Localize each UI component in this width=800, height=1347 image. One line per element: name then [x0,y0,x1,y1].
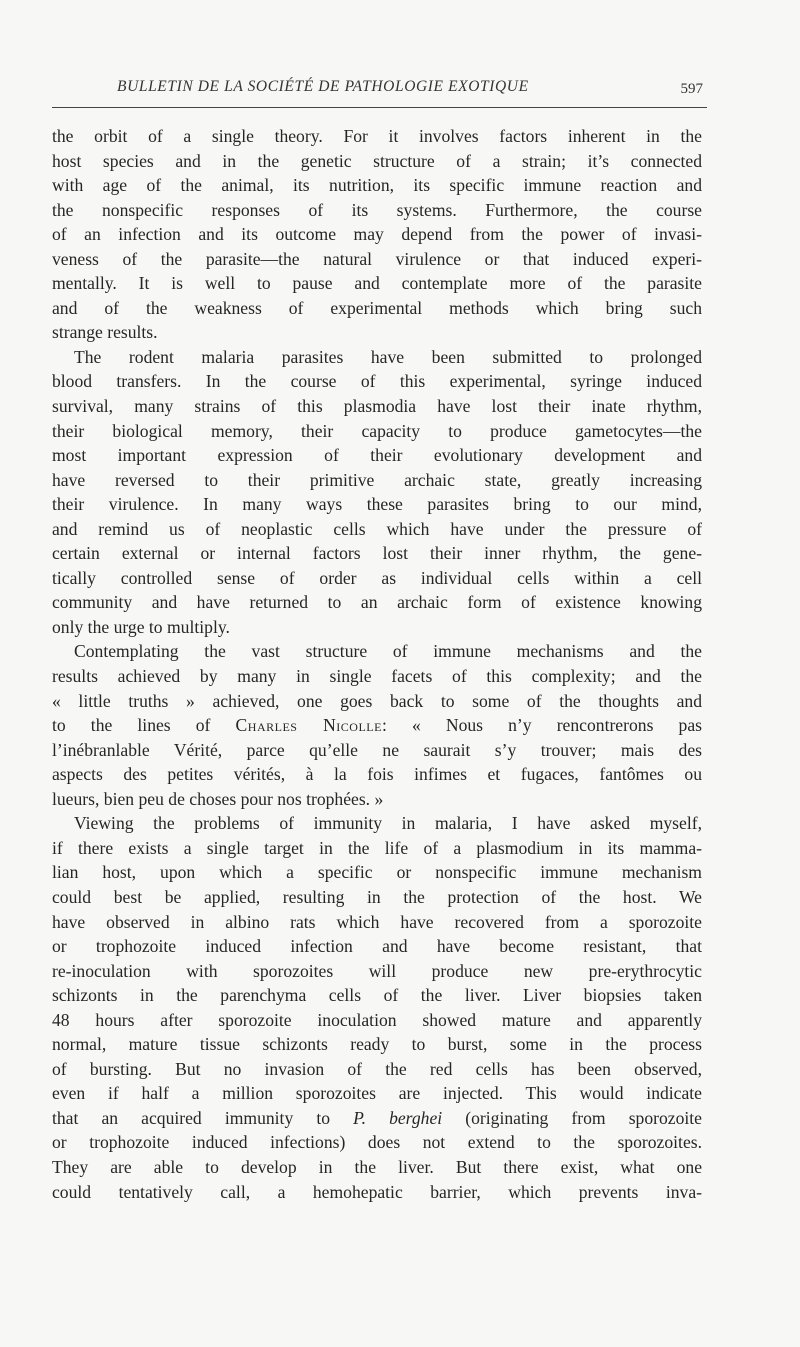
text-line: Viewing the problems of immunity in malaria, I have asked myself, [74,813,702,834]
text-line: re-inoculation with sporozoites will produce new pre-erythrocytic [52,960,702,981]
text-line: most important expression of their evolutionary development and [52,445,702,466]
text-line: to the lines of Charles Nicolle: « Nous n’y rencontrerons pas [52,715,702,736]
author-name: Charles Nicolle [235,715,382,736]
text-line: or trophozoite induced infection and have become resistant, that [52,936,702,957]
text-line: results achieved by many in single facets of this complexity; and the [52,666,702,687]
text-line: could best be applied, resulting in the protection of the host. We [52,886,702,907]
paragraph [52,124,702,345]
text-line: normal, mature tissue schizonts ready to burst, some in the process [52,1034,702,1055]
text-line: community and have returned to an archaic form of existence knowing [52,592,702,613]
text-line: certain external or internal factors lost their inner rhythm, the gene- [52,543,702,564]
header-rule [52,107,707,108]
text-line: tically controlled sense of order as individual cells within a cell [52,567,702,588]
text-line: of an infection and its outcome may depend from the power of invasi- [52,224,702,245]
text-line: and remind us of neoplastic cells which have under the pressure of [52,518,702,539]
text-line: that an acquired immunity to P. berghei (originating from sporozoite [52,1107,702,1128]
species-name: P. berghei [353,1107,443,1128]
text-line: They are able to develop in the liver. But there exist, what one [52,1156,702,1177]
paragraph [52,345,702,640]
text-line: l’inébranlable Vérité, parce qu’elle ne saurait s’y trouver; mais des [52,739,702,760]
text-line: of bursting. But no invasion of the red cells has been observed, [52,1058,702,1079]
text-line: only the urge to multiply. [52,616,230,637]
text-line: host species and in the genetic structure of a strain; it’s connected [52,150,702,171]
text-line: mentally. It is well to pause and contemplate more of the parasite [52,273,702,294]
text-line: even if half a million sporozoites are injected. This would indicate [52,1083,702,1104]
text-line: lueurs, bien peu de choses pour nos trophées. » [52,788,384,809]
body-text [52,124,702,1204]
text-line: the nonspecific responses of its systems. Furthermore, the course [52,199,702,220]
text-line: Contemplating the vast structure of immune mechanisms and the [74,641,702,662]
page-number: 597 [680,81,703,97]
text-line: their virulence. In many ways these parasites bring to our mind, [52,494,702,515]
running-header [52,78,707,102]
text-line: veness of the parasite—the natural virulence or that induced experi- [52,248,702,269]
paragraph [52,811,702,1204]
text-line: have reversed to their primitive archaic state, greatly increasing [52,469,702,490]
text-line: survival, many strains of this plasmodia have lost their inate rhythm, [52,396,702,417]
journal-title: BULLETIN DE LA SOCIÉTÉ DE PATHOLOGIE EXOTIQUE [117,78,529,95]
text-line: and of the weakness of experimental methods which bring such [52,297,702,318]
text-line: if there exists a single target in the life of a plasmodium in its mamma- [52,837,702,858]
text-line: lian host, upon which a specific or nonspecific immune mechanism [52,862,702,883]
text-line: with age of the animal, its nutrition, its specific immune reaction and [52,175,702,196]
text-line: « little truths » achieved, one goes back to some of the thoughts and [52,690,702,711]
text-line: strange results. [52,322,158,343]
paragraph [52,639,702,811]
text-line: could tentatively call, a hemohepatic barrier, which prevents inva- [52,1181,702,1202]
text-line: their biological memory, their capacity to produce gametocytes—the [52,420,702,441]
text-line: schizonts in the parenchyma cells of the liver. Liver biopsies taken [52,985,702,1006]
text-line: the orbit of a single theory. For it involves factors inherent in the [52,126,702,146]
text-line: aspects des petites vérités, à la fois infimes et fugaces, fantômes ou [52,764,702,785]
text-line: have observed in albino rats which have recovered from a sporozoite [52,911,702,932]
text-line: blood transfers. In the course of this experimental, syringe induced [52,371,702,392]
text-line: The rodent malaria parasites have been submitted to prolonged [74,346,702,367]
text-line: or trophozoite induced infections) does not extend to the sporozoites. [52,1132,702,1153]
text-line: 48 hours after sporozoite inoculation showed mature and apparently [52,1009,702,1030]
